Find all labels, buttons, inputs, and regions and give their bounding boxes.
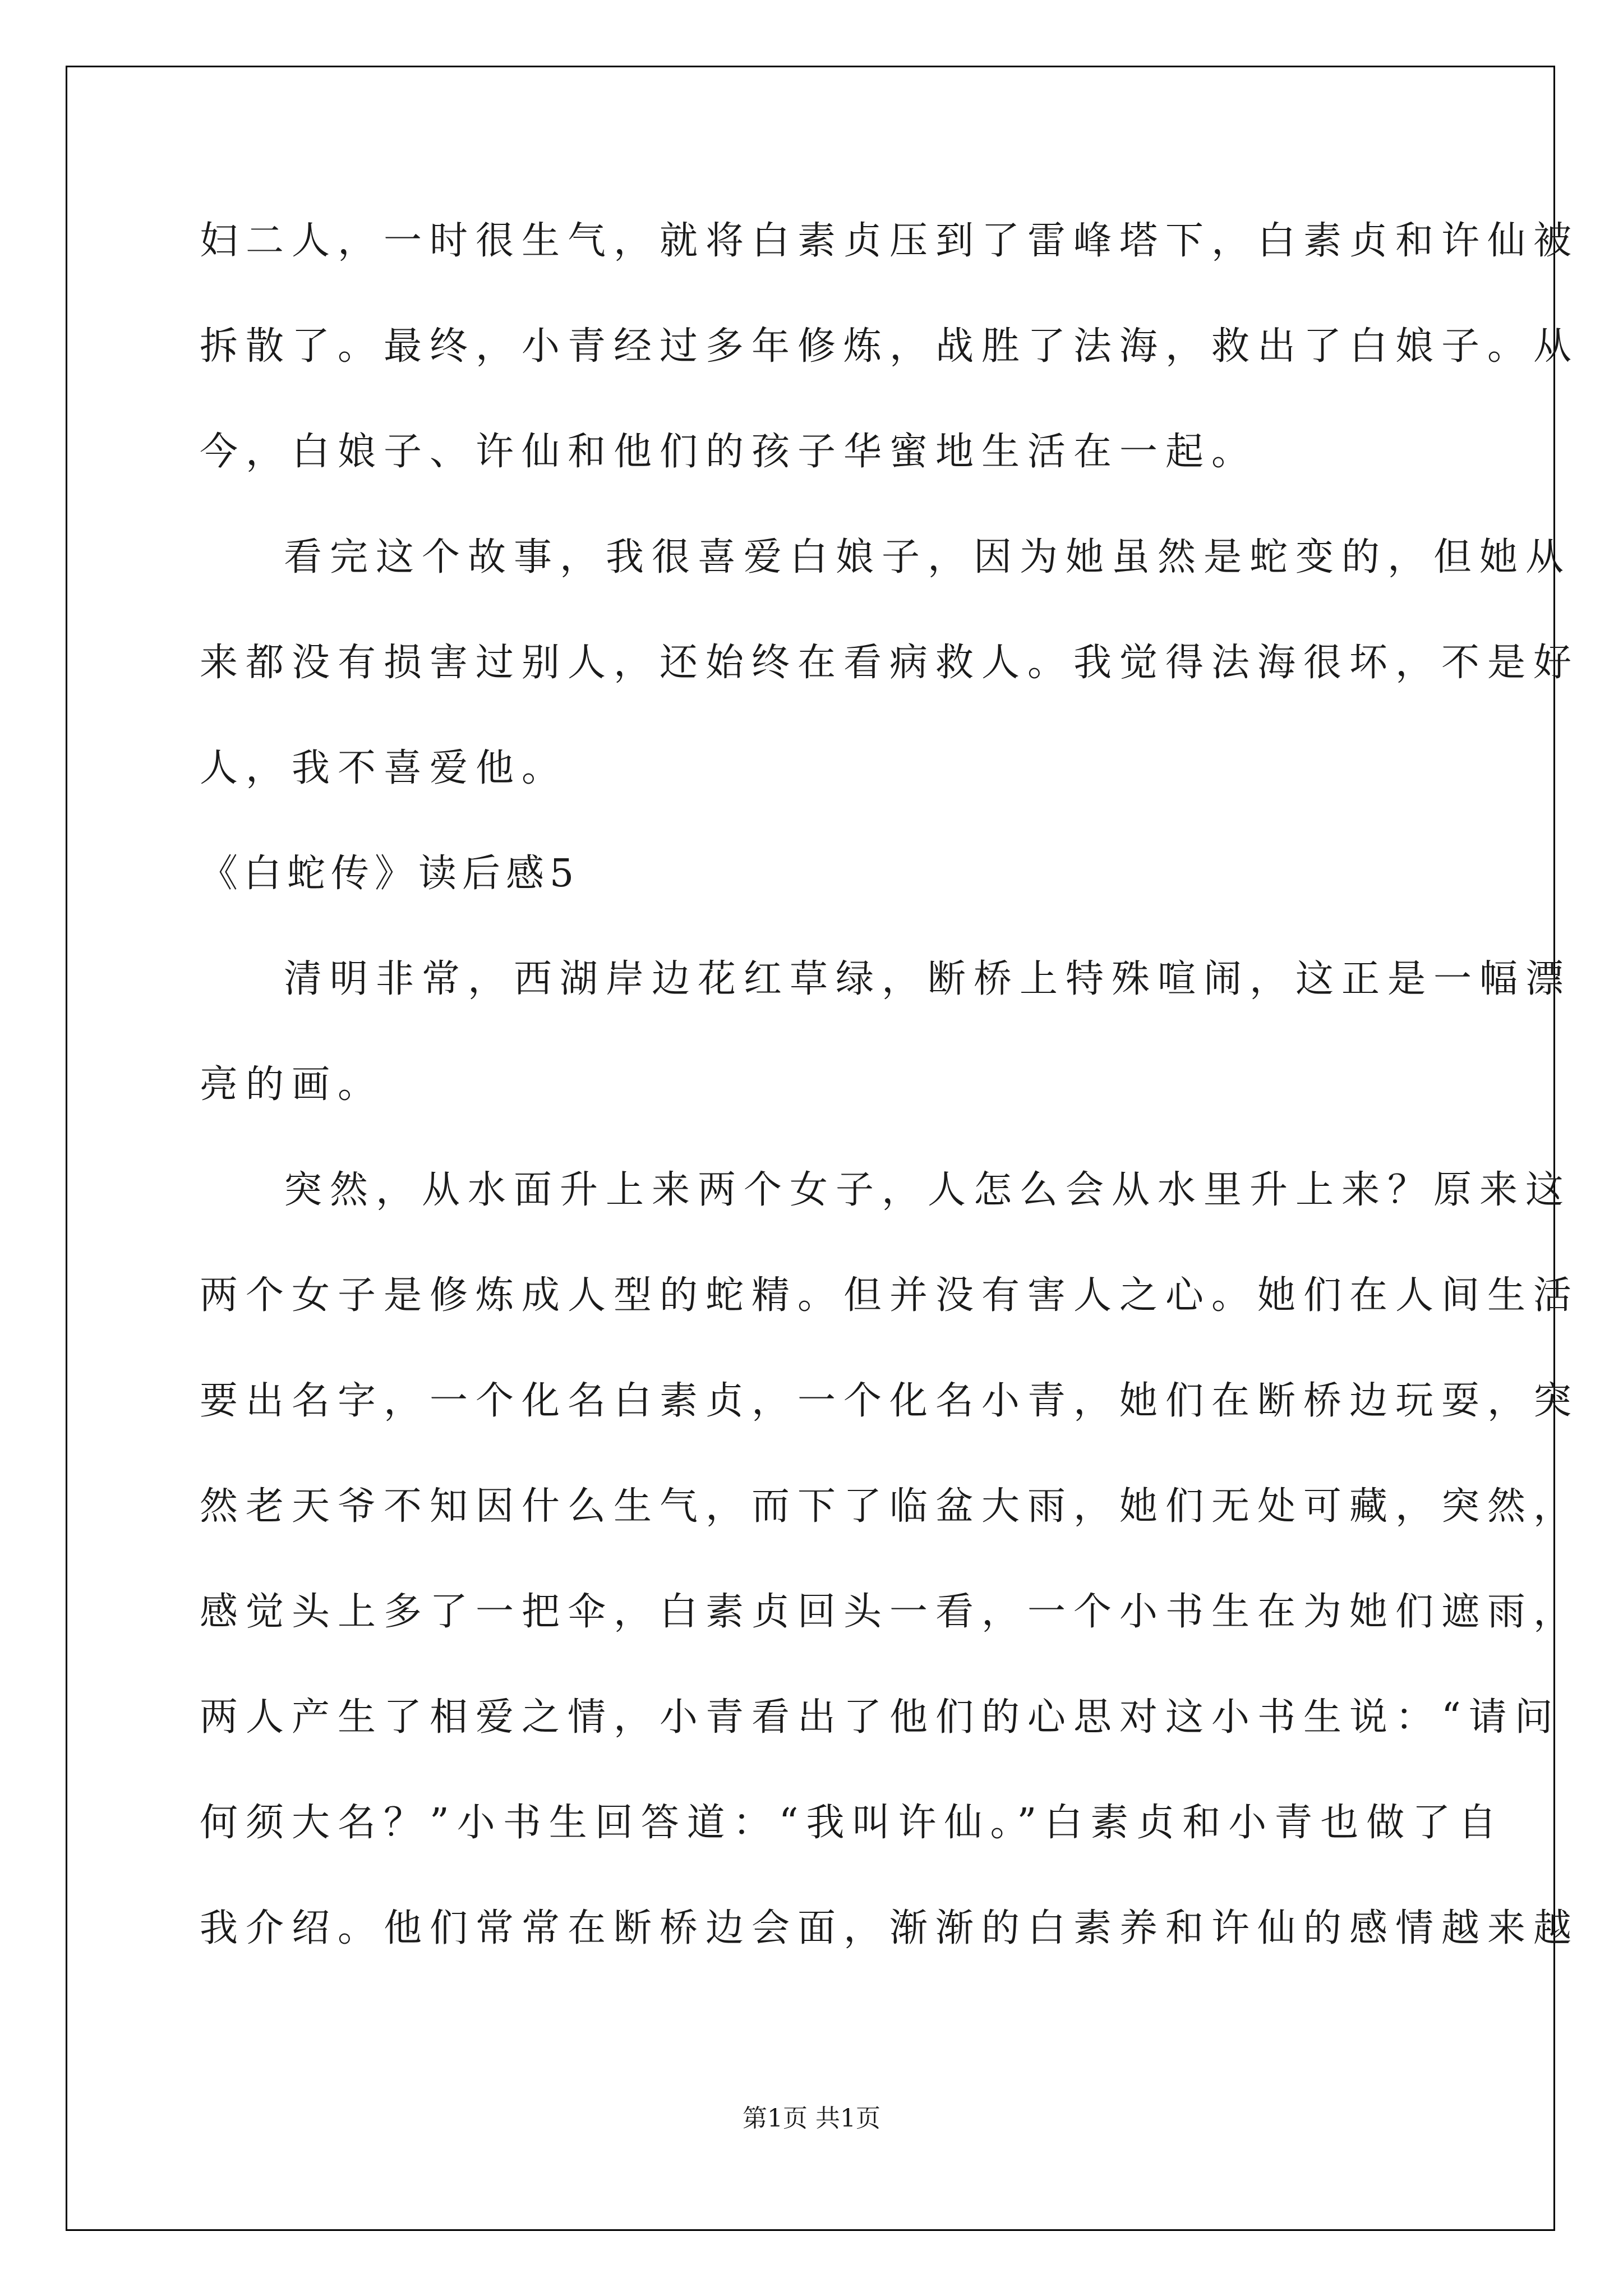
page-number-footer: 第1页 共1页 — [743, 2104, 880, 2133]
text-line: 妇二人，一时很生气，就将白素贞压到了雷峰塔下，白素贞和许仙被 — [200, 219, 1580, 263]
text-line: 然老天爷不知因什么生气，而下了临盆大雨，她们无处可藏，突然， — [200, 1484, 1580, 1529]
text-line: 亮的画。 — [200, 1062, 384, 1107]
text-line: 要出名字，一个化名白素贞，一个化名小青，她们在断桥边玩耍，突 — [200, 1379, 1580, 1423]
text-line: 人，我不喜爱他。 — [200, 746, 568, 790]
paragraph-start-line: 看完这个故事，我很喜爱白娘子，因为她虽然是蛇变的，但她从 — [284, 535, 1572, 579]
text-line: 两个女子是修炼成人型的蛇精。但并没有害人之心。她们在人间生活 — [200, 1273, 1580, 1318]
text-line: 感觉头上多了一把伞，白素贞回头一看，一个小书生在为她们遮雨， — [200, 1590, 1580, 1634]
text-line: 两人产生了相爱之情，小青看出了他们的心思对这小书生说：“请问 — [200, 1695, 1561, 1740]
section-heading: 《白蛇传》读后感5 — [200, 852, 580, 896]
text-line: 拆散了。最终，小青经过多年修炼，战胜了法海，救出了白娘子。从 — [200, 324, 1580, 369]
text-line: 我介绍。他们常常在断桥边会面，渐渐的白素养和许仙的感情越来越 — [200, 1906, 1580, 1950]
text-line: 何须大名？”小书生回答道：“我叫许仙。”白素贞和小青也做了自 — [200, 1801, 1505, 1845]
paragraph-start-line: 清明非常，西湖岸边花红草绿，断桥上特殊喧闹，这正是一幅漂 — [284, 957, 1572, 1001]
document-body — [200, 213, 1580, 2006]
text-line: 今，白娘子、许仙和他们的孩子华蜜地生活在一起。 — [200, 430, 1258, 474]
text-line: 来都没有损害过别人，还始终在看病救人。我觉得法海很坏，不是好 — [200, 641, 1580, 685]
paragraph-start-line: 突然，从水面升上来两个女子，人怎么会从水里升上来？原来这 — [284, 1168, 1572, 1212]
